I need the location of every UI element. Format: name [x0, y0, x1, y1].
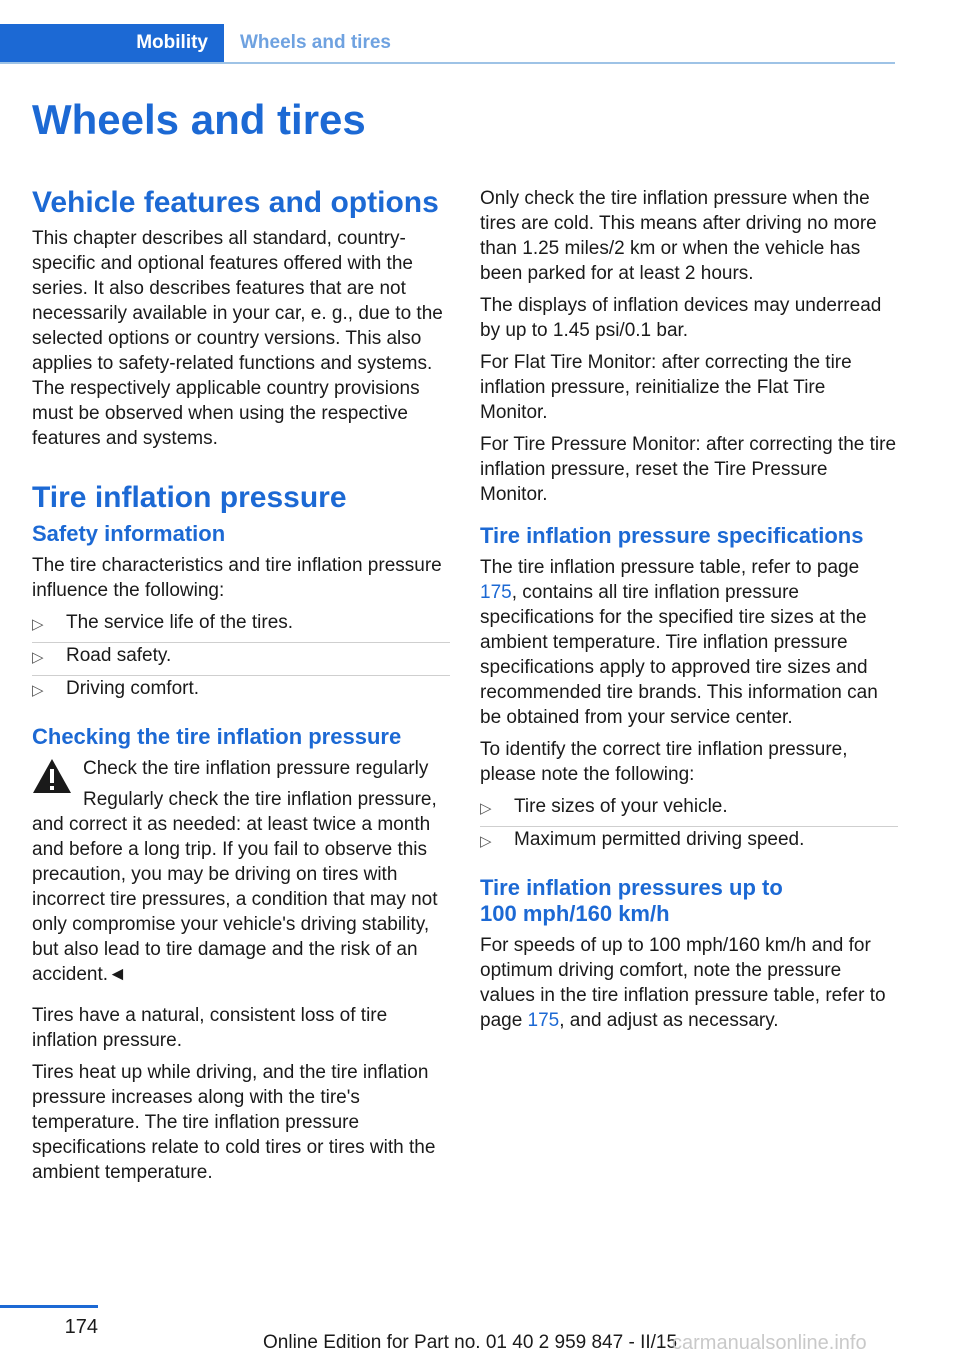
page-link-175[interactable]: 175 — [527, 1010, 560, 1031]
vehicle-features-body: This chapter describes all standard, country-specific and optional features offered with the series. It also describes features that are not necessarily available in your car, e. g., due to the selected options or country versions. This also applies to safety-related functions and systems. The respectively applicable country provisions must be observed when using the respective features and systems. — [32, 228, 443, 449]
warning-body: Regularly check the tire inflation pressure, and correct it as needed: at least twice a month and before a long trip. If you fail to observe this precaution, you may be driving on tires with incorrect tire pressures, a condition that may not only compromise your vehicle's driving stability, but also lead to tire damage and the risk of an accident.◄ — [32, 789, 438, 985]
heading-safety-information: Safety information — [32, 521, 226, 546]
heading-pressures-up-to: Tire inflation pressures up to 100 mph/160 km/h — [480, 875, 783, 926]
list-item: ▷ Maximum permitted driving speed. — [480, 827, 898, 859]
heading-specifications: Tire inflation pressure specifications — [480, 523, 864, 548]
para-pressure-loss: Tires have a natural, consistent loss of tire inflation pressure. — [32, 1005, 388, 1051]
triangle-right-icon: ▷ — [32, 616, 44, 633]
list-item: ▷ The service life of the tires. — [32, 610, 450, 643]
specs-list — [480, 794, 898, 859]
section-tab-mobility[interactable]: Mobility — [0, 24, 224, 62]
para-flat-tire-monitor: For Flat Tire Monitor: after correcting the tire inflation pressure, reinitialize the Flat Tire Monitor. — [480, 352, 852, 423]
footer-edition: Online Edition for Part no. 01 40 2 959 847 - II/15 — [263, 1332, 678, 1353]
chapter-tab-wheels-and-tires[interactable]: Wheels and tires — [240, 32, 391, 53]
warning-notice — [32, 756, 450, 987]
specs-identify: To identify the correct tire inflation pressure, please note the following: — [480, 739, 848, 785]
triangle-right-icon: ▷ — [32, 649, 44, 666]
safety-intro: The tire characteristics and tire inflation pressure influence the following: — [32, 555, 442, 601]
page-number: 174 — [64, 1316, 98, 1338]
para-heat: Tires heat up while driving, and the tire inflation pressure increases along with the tire's temperature. The tire inflation pressure specifications relate to cold tires or tires with the ambient temperature. — [32, 1062, 436, 1183]
heading-checking-pressure: Checking the tire inflation pressure — [32, 724, 402, 749]
safety-list — [32, 610, 450, 708]
triangle-right-icon: ▷ — [480, 833, 492, 850]
right-column — [480, 186, 898, 1040]
para-cold-tires: Only check the tire inflation pressure when the tires are cold. This means after driving no more than 1.25 miles/2 km or when the vehicle has been parked for at least 2 hours. — [480, 188, 877, 284]
watermark: carmanualsonline.info — [672, 1332, 867, 1354]
page-link-175[interactable]: 175 — [480, 582, 512, 603]
triangle-right-icon: ▷ — [32, 682, 44, 699]
list-item: ▷ Road safety. — [32, 643, 450, 676]
list-item: ▷ Tire sizes of your vehicle. — [480, 794, 898, 827]
left-column — [32, 186, 450, 1192]
para-displays: The displays of inflation devices may underread by up to 1.45 psi/0.1 bar. — [480, 295, 882, 341]
triangle-right-icon: ▷ — [480, 800, 492, 817]
page-title: Wheels and tires — [32, 96, 366, 143]
heading-tire-inflation-pressure: Tire inflation pressure — [32, 481, 347, 514]
para-tire-pressure-monitor: For Tire Pressure Monitor: after correcting the tire inflation pressure, reset the Tire Pressure Monitor. — [480, 434, 897, 505]
heading-vehicle-features: Vehicle features and options — [32, 186, 439, 219]
specs-body: The tire inflation pressure table, refer to page 175, contains all tire inflation pressure specifications for the specified tire sizes at the ambient temperature. Tire inflation pressure specifications apply to approved tire sizes and recommended tire brands. This information can be obtained from your service center. — [480, 557, 878, 728]
warning-title: Check the tire inflation pressure regularly — [83, 758, 429, 779]
footer-rule — [0, 1305, 98, 1308]
page-header — [0, 24, 895, 64]
list-item: ▷ Driving comfort. — [32, 676, 450, 708]
warning-triangle-icon — [32, 758, 72, 794]
upto-body: For speeds of up to 100 mph/160 km/h and for optimum driving comfort, note the pressure values in the tire inflation pressure table, refer to page 175, and adjust as necessary. — [480, 935, 886, 1031]
